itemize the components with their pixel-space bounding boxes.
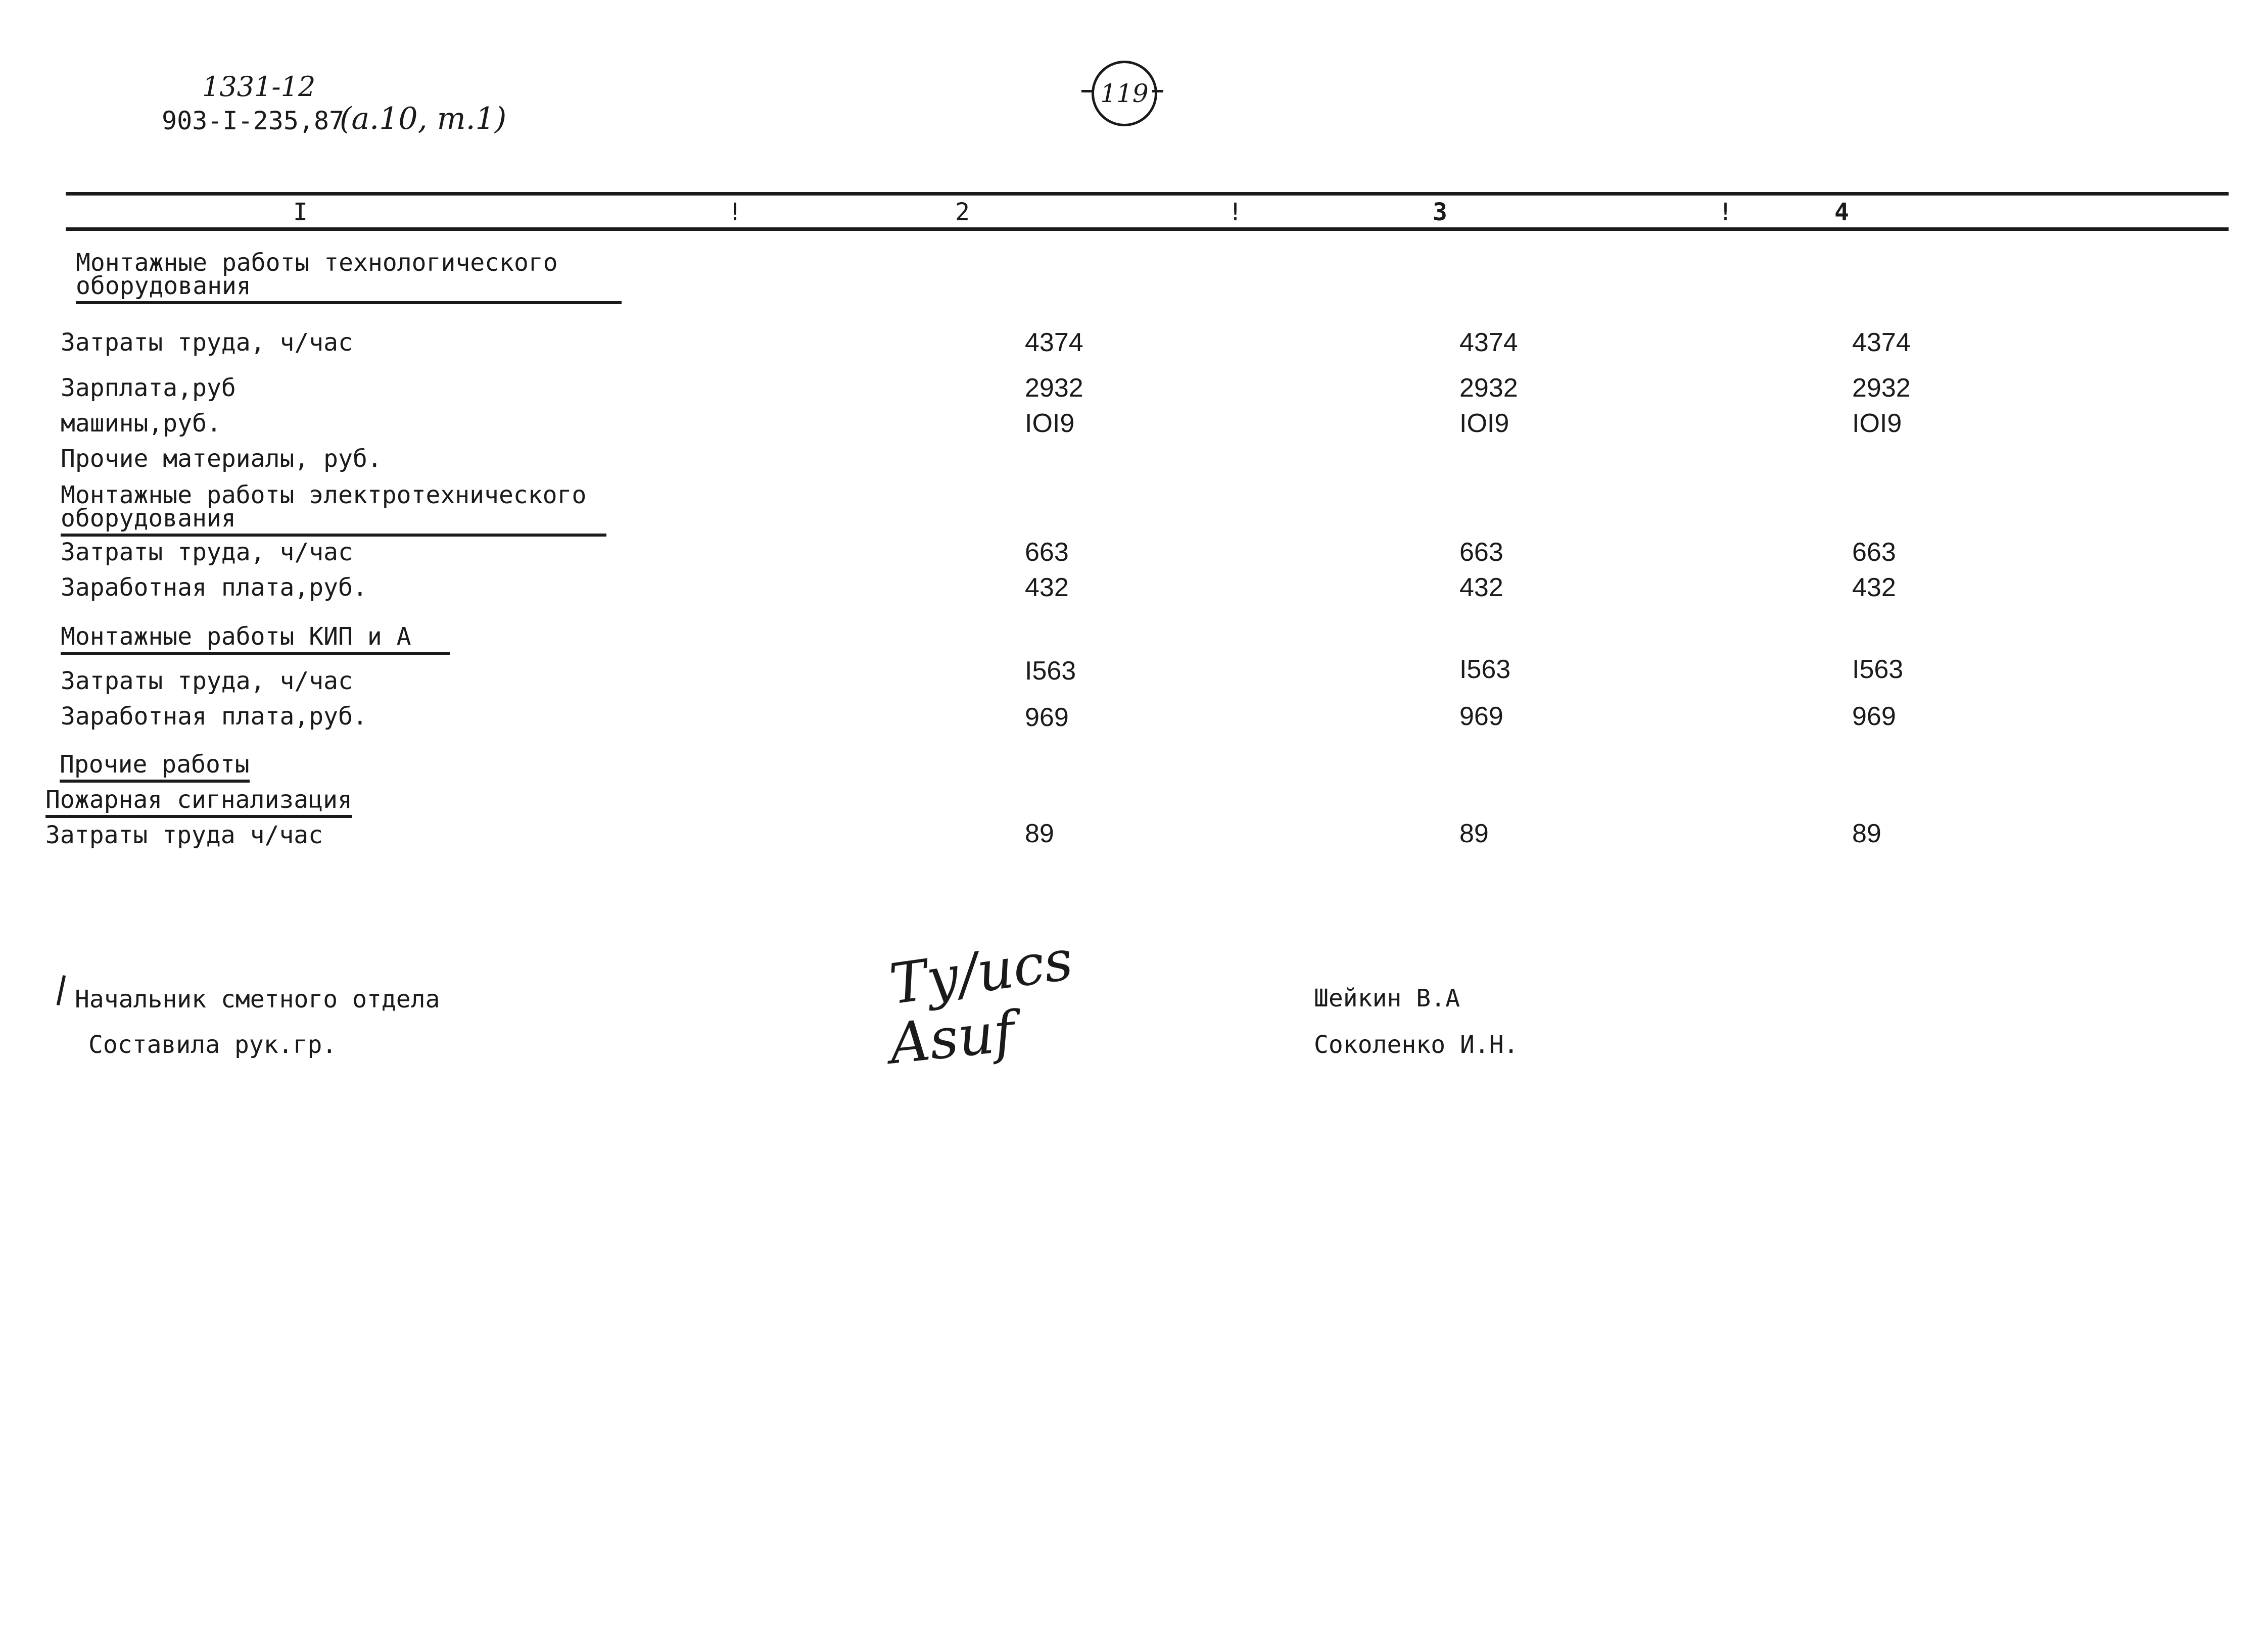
cell-col3: 4374 [1459,328,1518,357]
cell-col2: 663 [1025,538,1069,567]
page-number: 119 [1100,79,1149,108]
column-separator-3: ! [1718,198,1733,226]
section-title: Монтажные работы технологического [76,249,558,277]
cell-col4: 432 [1852,573,1896,602]
cell-col4: 4374 [1852,328,1911,357]
cell-col4: 969 [1852,702,1896,731]
section-title-continued: оборудования [61,504,606,537]
cell-col2: 2932 [1025,373,1083,403]
row-label: машины,руб. [61,409,221,438]
cell-col4: 89 [1852,819,1881,848]
table-top-rule [66,192,2229,196]
section-subtitle: Пожарная сигнализация [45,786,352,818]
column-header-2: 2 [955,198,970,226]
row-label: Прочие материалы, руб. [61,445,382,473]
row-label: Затраты труда, ч/час [61,328,353,357]
column-separator-2: ! [1228,198,1243,226]
page-number-badge [1092,61,1157,126]
row-label: Затраты труда ч/час [45,821,323,849]
row-label: Заработная плата,руб. [61,702,367,731]
column-header-4: 4 [1834,198,1849,226]
cell-col2: IOI9 [1025,409,1075,438]
row-label: Затраты труда, ч/час [61,667,353,695]
handwritten-number: 1331-12 [202,71,316,103]
row-label: Зарплата,руб [61,374,236,402]
tick-mark [57,975,66,1005]
doc-code: 903-I-235,87 [162,106,345,135]
handwritten-signature-2 [886,999,1018,1077]
role-compiled-by: Составила рук.гр. [88,1031,337,1059]
page-number-dash-left [1081,90,1093,92]
cell-col2: I563 [1025,656,1076,686]
cell-col3: 432 [1459,573,1503,602]
section-title: Монтажные работы КИП и А [61,622,450,655]
page-number-dash-right [1152,90,1163,92]
cell-col2: 969 [1025,703,1069,732]
role-head-of-estimates: Начальник сметного отдела [75,985,440,1013]
cell-col4: 2932 [1852,373,1911,403]
cell-col3: 663 [1459,538,1503,567]
cell-col3: 969 [1459,702,1503,731]
cell-col4: I563 [1852,655,1904,684]
row-label: Затраты труда, ч/час [61,538,353,566]
cell-col4: IOI9 [1852,409,1902,438]
section-title: Монтажные работы электротехнического [61,481,587,509]
name-sokolenko: Соколенко И.Н. [1314,1031,1519,1059]
cell-col3: I563 [1459,655,1511,684]
signature-2: Asuf [886,999,1018,1077]
section-title: Прочие работы [60,750,250,783]
cell-col4: 663 [1852,538,1896,567]
cell-col2: 89 [1025,819,1054,848]
cell-col3: IOI9 [1459,409,1509,438]
handwritten-signature-1 [885,927,1077,1017]
cell-col2: 432 [1025,573,1069,602]
column-separator-1: ! [728,198,742,226]
column-header-1: I [293,198,308,226]
name-sheikin: Шейкин В.А [1314,984,1460,1012]
cell-col2: 4374 [1025,328,1083,357]
section-title-continued: оборудования [76,272,622,304]
table-header-rule [66,227,2229,231]
cell-col3: 89 [1459,819,1489,848]
row-label: Заработная плата,руб. [61,573,367,602]
doc-code-suffix: (а.10, т.1) [340,101,507,136]
column-header-3: 3 [1433,198,1447,226]
cell-col3: 2932 [1459,373,1518,403]
signature-1: Ту/ucs [885,927,1077,1017]
